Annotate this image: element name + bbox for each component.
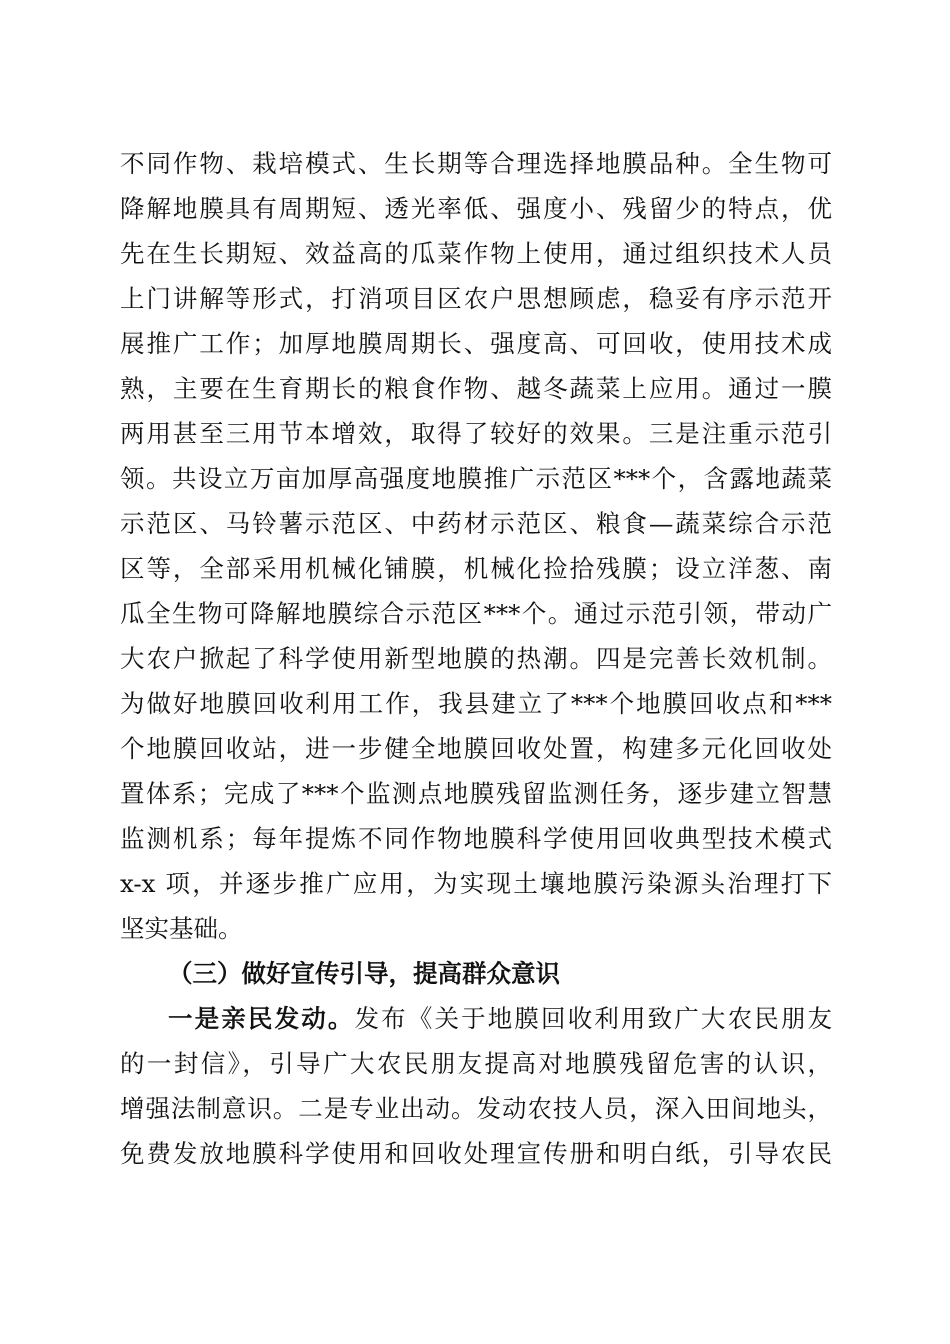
paragraph-line: 领。共设立万亩加厚高强度地膜推广示范区***个，含露地蔬菜 <box>120 464 832 493</box>
paragraph-line: 为做好地膜回收利用工作，我县建立了***个地膜回收点和*** <box>120 689 832 718</box>
paragraph-line: 的一封信》，引导广大农民朋友提高对地膜残留危害的认识， <box>120 1049 832 1078</box>
paragraph-line: 瓜全生物可降解地膜综合示范区***个。通过示范引领，带动广 <box>120 599 832 628</box>
paragraph-line: 监测机系；每年提炼不同作物地膜科学使用回收典型技术模式 <box>120 824 832 853</box>
paragraph-line: 区等，全部采用机械化铺膜，机械化捡拾残膜；设立洋葱、南 <box>120 554 832 583</box>
paragraph-line: 增强法制意识。二是专业出动。发动农技人员，深入田间地头， <box>120 1094 832 1123</box>
paragraph-line: 示范区、马铃薯示范区、中药材示范区、粮食—蔬菜综合示范 <box>120 509 832 538</box>
paragraph-line: 个地膜回收站，进一步健全地膜回收处置，构建多元化回收处 <box>120 734 832 763</box>
document-body <box>120 141 832 1176</box>
paragraph-line: 展推广工作；加厚地膜周期长、强度高、可回收，使用技术成 <box>120 329 832 358</box>
paragraph-line: x-x 项，并逐步推广应用，为实现土壤地膜污染源头治理打下 <box>120 869 832 898</box>
paragraph-line: 不同作物、栽培模式、生长期等合理选择地膜品种。全生物可 <box>120 149 832 178</box>
paragraph-line: 上门讲解等形式，打消项目区农户思想顾虑，稳妥有序示范开 <box>120 284 832 313</box>
paragraph-lead: 一是亲民发动。 <box>168 1004 355 1033</box>
paragraph-line: 降解地膜具有周期短、透光率低、强度小、残留少的特点，优 <box>120 194 832 223</box>
paragraph-line-rest: 发布《关于地膜回收利用致广大农民朋友 <box>354 1004 832 1033</box>
paragraph-line: 先在生长期短、效益高的瓜菜作物上使用，通过组织技术人员 <box>120 239 832 268</box>
paragraph-line: 置体系；完成了***个监测点地膜残留监测任务，逐步建立智慧 <box>120 779 832 808</box>
paragraph-line: 坚实基础。 <box>120 914 243 943</box>
paragraph-line: 两用甚至三用节本增效，取得了较好的效果。三是注重示范引 <box>120 419 832 448</box>
paragraph-first-line <box>120 996 832 1041</box>
paragraph-line: 熟，主要在生育期长的粮食作物、越冬蔬菜上应用。通过一膜 <box>120 374 832 403</box>
paragraph-line: 免费发放地膜科学使用和回收处理宣传册和明白纸，引导农民 <box>120 1139 832 1168</box>
section-heading: （三）做好宣传引导，提高群众意识 <box>168 959 560 988</box>
paragraph-line: 大农户掀起了科学使用新型地膜的热潮。四是完善长效机制。 <box>120 644 832 673</box>
